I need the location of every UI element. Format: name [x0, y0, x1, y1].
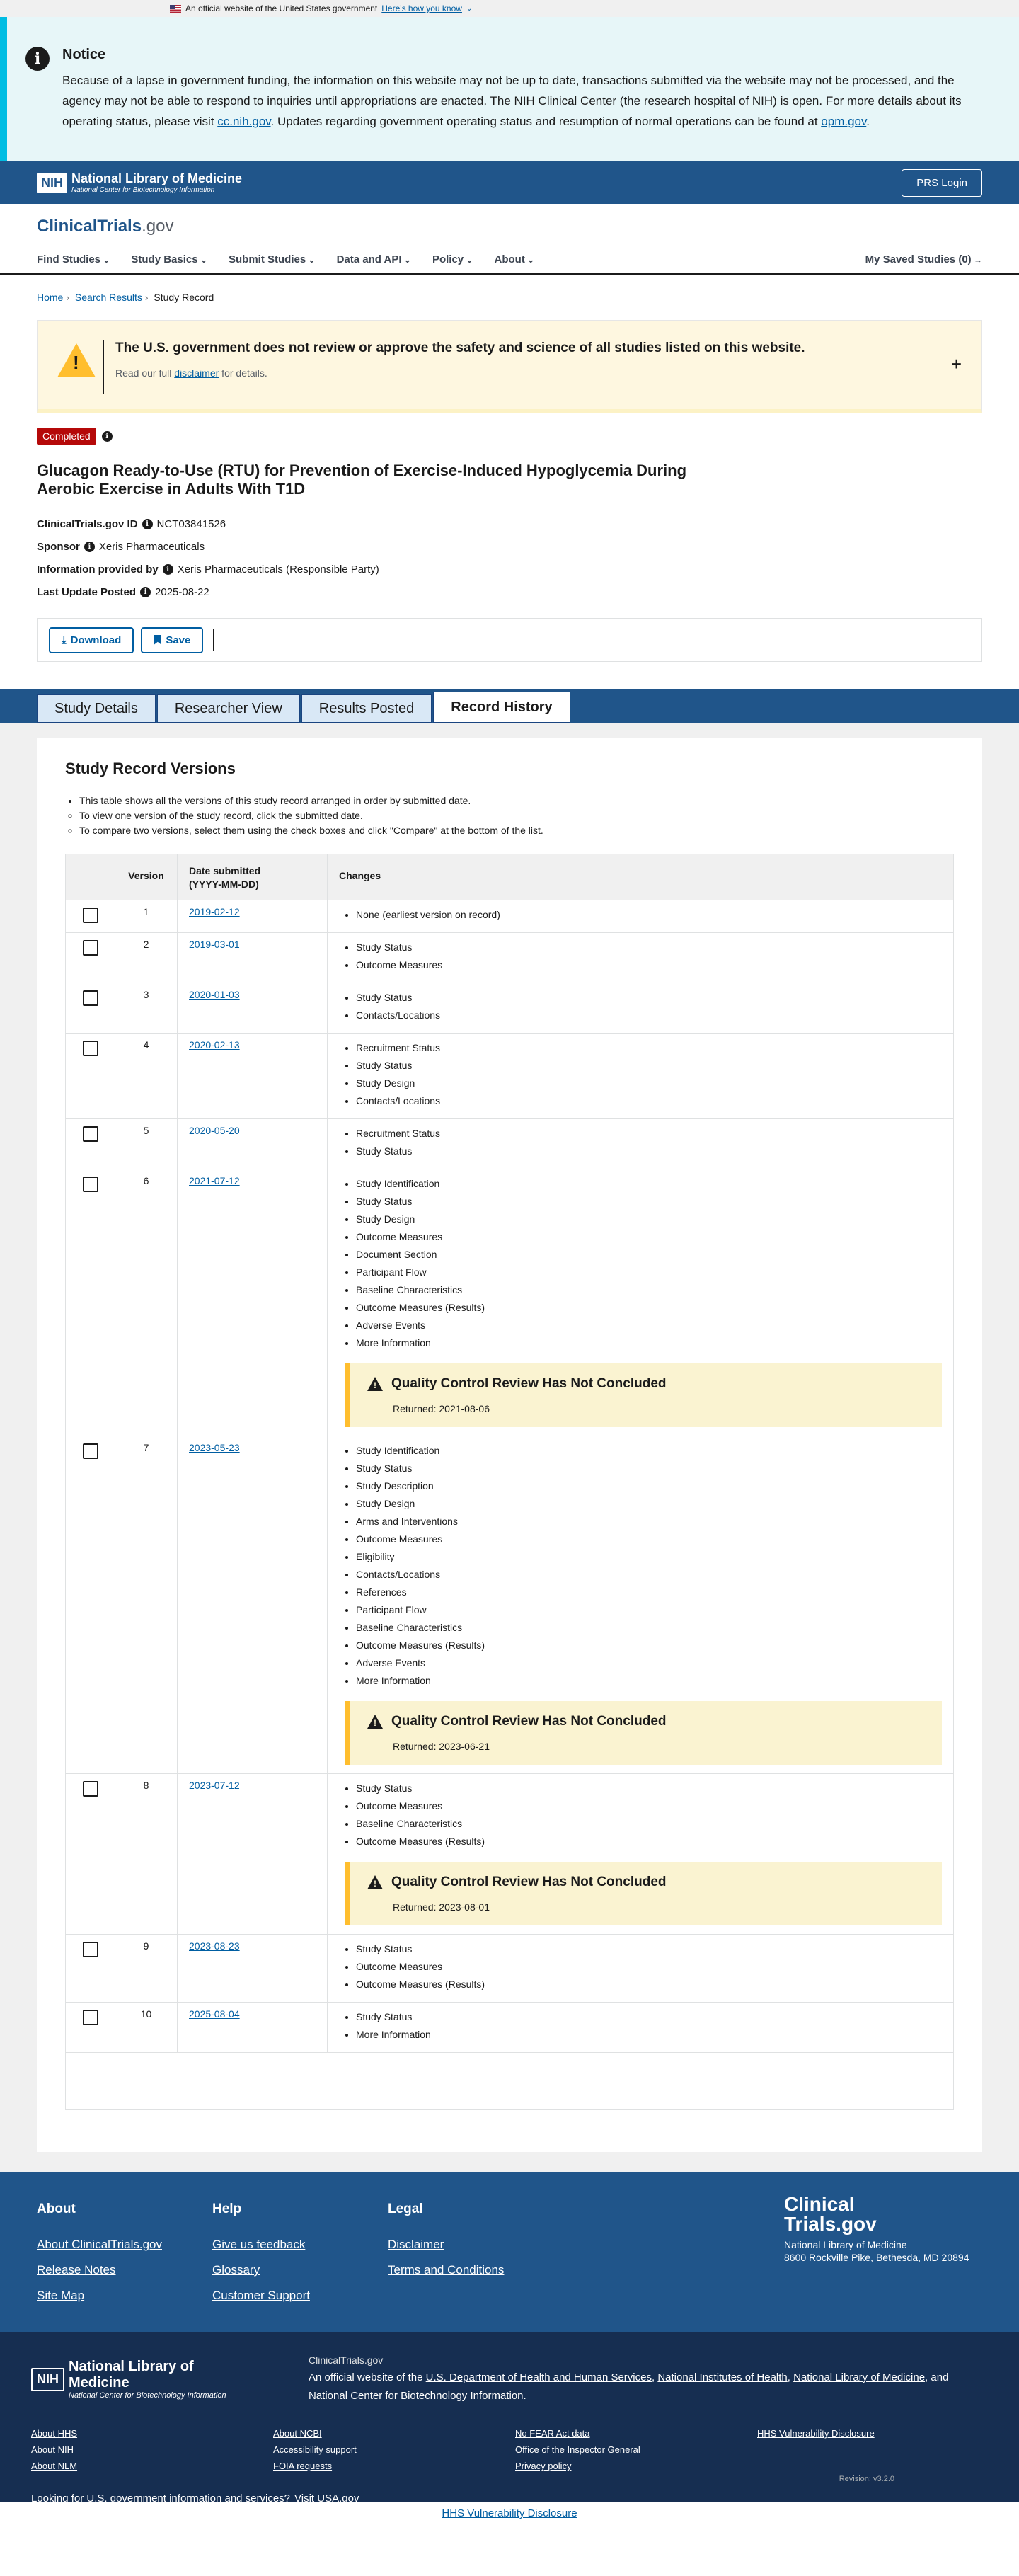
study-id-row: ClinicalTrials.gov ID i NCT03841526: [37, 518, 226, 530]
cc-nih-link[interactable]: cc.nih.gov: [217, 115, 271, 128]
download-icon: ⤓: [62, 634, 67, 646]
compare-checkbox[interactable]: [83, 940, 98, 956]
table-row: [66, 1033, 953, 1118]
versions-intro: • This table shows all the versions of this study record arranged in order by submitted date. ◦ To view one version of the study record, click the submitted date. ◦ To compare two versions, select them using the check boxes and click "Compare" at the bottom of the list.: [65, 794, 954, 838]
compare-checkbox[interactable]: [83, 2010, 98, 2025]
compare-checkbox[interactable]: [83, 1942, 98, 1957]
nih-footer-link[interactable]: About HHS: [31, 2428, 78, 2439]
qc-title: Quality Control Review Has Not Concluded: [391, 1714, 667, 1729]
changes-list: [345, 1039, 942, 1110]
nav-find-studies[interactable]: Find Studies ⌄: [37, 253, 110, 265]
footer-logo[interactable]: Clinical Trials.gov: [784, 2193, 877, 2235]
funding-notice: [0, 17, 1019, 161]
notice-text: Because of a lapse in government funding, the information on this website may not be up to date, transactions submitted via the website may not be processed, and the agency may not be able to respond to inquiries until appropriations are enacted. The NIH Clinical Center (the research hospital of NIH) is open. For more details about its operating status, please visit cc.nih.gov. Updates regarding government operating status and resumption of normal operations can be found at opm.gov.: [62, 74, 962, 128]
list-item: • Study Status: [356, 939, 942, 956]
table-row: [66, 1118, 953, 1169]
compare-checkbox[interactable]: [83, 990, 98, 1006]
version-date-link[interactable]: 2023-07-12: [189, 1780, 240, 1791]
gov-banner: [0, 0, 1019, 17]
list-item: • Study Identification: [356, 1175, 942, 1193]
version-number: 1: [115, 900, 178, 932]
footer-link-feedback[interactable]: Give us feedback: [212, 2238, 306, 2251]
download-button[interactable]: ⤓ Download: [49, 627, 134, 653]
nav-policy[interactable]: Policy ⌄: [432, 253, 473, 265]
list-item: • Study Design: [356, 1075, 942, 1092]
nih-logo-icon: NIH: [31, 2368, 64, 2391]
qc-returned: Returned: 2023-06-21: [393, 1741, 490, 1752]
list-item: • Adverse Events: [356, 1317, 942, 1334]
version-number: 3: [115, 983, 178, 1033]
gov-banner-text: An official website of the United States government: [185, 4, 378, 13]
save-button[interactable]: Save: [141, 627, 203, 653]
footer-link-about-ct[interactable]: About ClinicalTrials.gov: [37, 2238, 162, 2251]
changes-list: [345, 1780, 942, 1850]
list-item: • Baseline Characteristics: [356, 1619, 942, 1637]
disclaimer-alert: [37, 320, 982, 413]
official-website-text: An official website of the U.S. Department of Health and Human Services, National Institutes of Health, National Library of Medicine, and National Center for Biotechnology Information.: [309, 2371, 949, 2402]
tab-record-history[interactable]: Record History: [433, 692, 570, 723]
tab-results-posted[interactable]: Results Posted: [301, 694, 432, 723]
version-date-link[interactable]: 2025-08-04: [189, 2008, 240, 2020]
col-changes: Changes: [339, 870, 381, 881]
info-icon[interactable]: i: [140, 587, 151, 597]
expand-icon[interactable]: +: [950, 353, 962, 374]
nlm-header: [0, 161, 1019, 204]
qc-title: Quality Control Review Has Not Concluded: [391, 1376, 667, 1391]
footer-legal: Legal Disclaimer Terms and Conditions: [388, 2202, 563, 2332]
list-item: • Study Status: [356, 1460, 942, 1477]
compare-checkbox[interactable]: [83, 1781, 98, 1797]
qc-title: Quality Control Review Has Not Concluded: [391, 1874, 667, 1889]
changes-list: [345, 1125, 942, 1160]
footer-about: About About ClinicalTrials.gov Release Notes Site Map: [37, 2202, 212, 2332]
version-date-link[interactable]: 2023-08-23: [189, 1940, 240, 1952]
prs-login-button[interactable]: PRS Login: [902, 169, 982, 197]
usa-gov-link[interactable]: Visit USA.gov: [294, 2492, 359, 2505]
version-date-link[interactable]: 2019-02-12: [189, 906, 240, 917]
versions-heading: Study Record Versions: [65, 760, 236, 777]
warning-icon: !: [57, 343, 96, 377]
version-date-link[interactable]: 2020-02-13: [189, 1039, 240, 1051]
nih-footer-link: [757, 2444, 999, 2455]
nih-footer-link[interactable]: Office of the Inspector General: [515, 2444, 640, 2455]
warning-icon: !: [367, 1715, 383, 1729]
list-item: • Recruitment Status: [356, 1125, 942, 1143]
ncbi-link[interactable]: National Center for Biotechnology Information: [309, 2390, 524, 2402]
table-row: [66, 1169, 953, 1436]
list-item: • Arms and Interventions: [356, 1513, 942, 1530]
nih-footer-link[interactable]: HHS Vulnerability Disclosure: [757, 2428, 875, 2439]
list-item: • More Information: [356, 1334, 942, 1352]
list-item: • Participant Flow: [356, 1264, 942, 1281]
us-flag-icon: [170, 5, 181, 13]
opm-link[interactable]: opm.gov: [821, 115, 867, 128]
qc-returned: Returned: 2021-08-06: [393, 1403, 490, 1414]
version-number: 4: [115, 1034, 178, 1118]
footer-link-support[interactable]: Customer Support: [212, 2289, 310, 2302]
list-item: • Outcome Measures: [356, 1958, 942, 1976]
changes-list: [345, 1175, 942, 1352]
site-footer: [0, 2172, 1019, 2332]
status-badge: Completed: [37, 428, 96, 445]
tab-study-details[interactable]: Study Details: [37, 694, 156, 723]
footer-link-release-notes[interactable]: Release Notes: [37, 2263, 116, 2277]
list-item: • Study Design: [356, 1210, 942, 1228]
chevron-down-icon: ⌄: [466, 4, 473, 13]
table-row: [66, 983, 953, 1033]
list-item: • Study Design: [356, 1495, 942, 1513]
nih-footer-link[interactable]: About NCBI: [273, 2428, 322, 2439]
nih-footer-link[interactable]: About NLM: [31, 2461, 78, 2471]
version-number: 10: [115, 2003, 178, 2052]
breadcrumb-home[interactable]: Home: [37, 292, 64, 303]
versions-table: [65, 854, 954, 2110]
version-number: 5: [115, 1119, 178, 1169]
compare-checkbox[interactable]: [83, 908, 98, 923]
info-icon[interactable]: i: [102, 431, 113, 442]
nlm-link[interactable]: National Library of Medicine: [793, 2371, 926, 2383]
list-item: • Baseline Characteristics: [356, 1281, 942, 1299]
nih-footer-link: [757, 2461, 999, 2471]
list-item: • Contacts/Locations: [356, 1566, 942, 1584]
list-item: • More Information: [356, 2026, 942, 2044]
study-title: Glucagon Ready-to-Use (RTU) for Prevention of Exercise-Induced Hypoglycemia During Aerobic Exercise in Adults With T1D: [37, 462, 687, 498]
list-item: • Participant Flow: [356, 1601, 942, 1619]
changes-list: [345, 906, 942, 924]
qc-alert: [345, 1701, 942, 1765]
info-icon: i: [25, 47, 50, 71]
breadcrumb-search-results[interactable]: Search Results: [74, 292, 142, 303]
table-row: [66, 1436, 953, 1773]
list-item: • Outcome Measures: [356, 1530, 942, 1548]
nih-footer-link[interactable]: Accessibility support: [273, 2444, 357, 2455]
table-row: [66, 932, 953, 983]
table-footer: [66, 2052, 953, 2109]
compare-checkbox[interactable]: [83, 1126, 98, 1142]
warning-icon: !: [367, 1875, 383, 1889]
footer-link-disclaimer[interactable]: Disclaimer: [388, 2238, 444, 2251]
nav-submit-studies[interactable]: Submit Studies ⌄: [229, 253, 316, 265]
list-item: • Baseline Characteristics: [356, 1815, 942, 1833]
hhs-vulnerability-link[interactable]: HHS Vulnerability Disclosure: [442, 2507, 577, 2519]
nih-footer: NIH National Library of Medicine National Center for Biotechnology Information ClinicalTrials.gov An official website of the U.S. Department of Health and Human Services, National Institutes of Health, National Library of Medicine, and National Center for Biotechnology Information. About HHS About NCBI No FEAR Act data HHS Vulnerability Disclosure About NIH Accessibility support Office of the Inspector General About NLM FOIA requests Privacy policy Looking for U.S. government information and services? Visit USA.gov Revision: v3.2.0: [0, 2332, 1019, 2502]
warning-icon: !: [367, 1377, 383, 1391]
clinicaltrials-logo[interactable]: ClinicalTrials.gov: [37, 217, 174, 236]
list-item: • Study Status: [356, 2008, 942, 2026]
nlm-footer-logo[interactable]: NIH National Library of Medicine National Center for Biotechnology Information: [31, 2359, 252, 2400]
version-date-link[interactable]: 2020-01-03: [189, 989, 240, 1000]
heres-how-you-know-link[interactable]: Here's how you know: [381, 4, 462, 13]
qc-returned: Returned: 2023-08-01: [393, 1901, 490, 1913]
study-toolbar: [37, 618, 982, 662]
toolbar-divider: [213, 629, 214, 651]
table-row: [66, 1773, 953, 1934]
version-date-link[interactable]: 2019-03-01: [189, 939, 240, 950]
list-item: • More Information: [356, 1672, 942, 1690]
version-number: 6: [115, 1169, 178, 1436]
nih-footer-link[interactable]: Privacy policy: [515, 2461, 572, 2471]
notice-title: Notice: [62, 47, 106, 62]
hhs-link[interactable]: U.S. Department of Health and Human Services: [425, 2371, 652, 2383]
list-item: • Contacts/Locations: [356, 1092, 942, 1110]
version-number: 2: [115, 933, 178, 983]
nlm-subtitle: National Center for Biotechnology Information: [71, 186, 215, 194]
compare-checkbox[interactable]: [83, 1041, 98, 1056]
sponsor-value: Xeris Pharmaceuticals: [98, 541, 205, 553]
list-item: • Outcome Measures: [356, 956, 942, 974]
nih-footer-link[interactable]: FOIA requests: [273, 2461, 333, 2471]
footer-help: Help Give us feedback Glossary Customer Support: [212, 2202, 388, 2332]
study-id: NCT03841526: [156, 518, 226, 530]
nav-data-api[interactable]: Data and API ⌄: [337, 253, 411, 265]
breadcrumb: Home › Search Results › Study Record: [37, 292, 214, 303]
last-update-value: 2025-08-22: [155, 586, 209, 598]
table-row: [66, 900, 953, 932]
revision-text: Revision: v3.2.0: [839, 2475, 894, 2483]
list-item: • Eligibility: [356, 1548, 942, 1566]
bookmark-icon: [154, 635, 161, 645]
provided-by-value: Xeris Pharmaceuticals (Responsible Party): [177, 563, 379, 576]
version-number: 9: [115, 1935, 178, 2002]
usa-gov-row: Looking for U.S. government information and services? Visit USA.gov: [31, 2492, 359, 2505]
disclaimer-text: Read our full disclaimer for details.: [115, 367, 267, 379]
version-date-link[interactable]: 2021-07-12: [189, 1175, 240, 1186]
breadcrumb-current: Study Record: [154, 292, 214, 303]
footer-brand: Clinical Trials.gov National Library of Medicine 8600 Rockville Pike, Bethesda, MD 20894: [784, 2194, 982, 2264]
changes-list: [345, 1442, 942, 1690]
changes-list: [345, 1940, 942, 1993]
qc-alert: [345, 1363, 942, 1427]
footer-link-glossary[interactable]: Glossary: [212, 2263, 260, 2277]
info-icon[interactable]: i: [84, 542, 95, 552]
list-item: • Outcome Measures: [356, 1797, 942, 1815]
footer-link-site-map[interactable]: Site Map: [37, 2289, 85, 2302]
list-item: • Study Status: [356, 1780, 942, 1797]
list-item: • Contacts/Locations: [356, 1007, 942, 1024]
nav-study-basics[interactable]: Study Basics ⌄: [131, 253, 207, 265]
list-item: • Study Status: [356, 989, 942, 1007]
list-item: • None (earliest version on record): [356, 906, 942, 924]
main-nav: [37, 253, 982, 265]
table-row: [66, 1934, 953, 2002]
record-history-section: [0, 723, 1019, 2172]
list-item: • References: [356, 1584, 942, 1601]
list-item: • Adverse Events: [356, 1654, 942, 1672]
last-update-row: Last Update Posted i 2025-08-22: [37, 586, 209, 598]
qc-alert: [345, 1862, 942, 1925]
col-date-submitted: Date submitted (YYYY-MM-DD): [178, 854, 328, 900]
list-item: • Outcome Measures (Results): [356, 1976, 942, 1993]
nlm-logo[interactable]: [37, 171, 242, 194]
changes-list: [345, 989, 942, 1024]
version-number: 8: [115, 1774, 178, 1934]
disclaimer-link[interactable]: disclaimer: [174, 367, 219, 379]
col-version: Version: [115, 854, 178, 900]
list-item: • Study Status: [356, 1143, 942, 1160]
list-item: • Study Description: [356, 1477, 942, 1495]
disclaimer-title: The U.S. government does not review or approve the safety and science of all studies listed on this website.: [115, 340, 805, 355]
nih-footer-link[interactable]: About NIH: [31, 2444, 74, 2455]
list-item: • Outcome Measures (Results): [356, 1833, 942, 1850]
list-item: • Study Status: [356, 1193, 942, 1210]
version-date-link[interactable]: 2020-05-20: [189, 1125, 240, 1136]
footer-link-terms[interactable]: Terms and Conditions: [388, 2263, 505, 2277]
info-icon[interactable]: i: [142, 519, 153, 529]
sponsor-row: Sponsor i Xeris Pharmaceuticals: [37, 541, 205, 553]
tab-researcher-view[interactable]: Researcher View: [157, 694, 300, 723]
nav-about[interactable]: About ⌄: [495, 253, 535, 265]
table-header: [66, 854, 953, 900]
list-item: • Study Status: [356, 1057, 942, 1075]
nih-footer-links: [31, 2428, 988, 2471]
changes-list: [345, 939, 942, 974]
list-item: • Study Status: [356, 1940, 942, 1958]
list-item: • Outcome Measures (Results): [356, 1637, 942, 1654]
nlm-title: National Library of Medicine: [71, 171, 243, 185]
nih-logo-icon: NIH: [37, 173, 67, 193]
provided-by-row: Information provided by i Xeris Pharmaceuticals (Responsible Party): [37, 563, 379, 576]
list-item: • Document Section: [356, 1246, 942, 1264]
changes-list: [345, 2008, 942, 2044]
compare-checkbox[interactable]: [83, 1177, 98, 1192]
site-header: [0, 204, 1019, 275]
list-item: • Outcome Measures: [356, 1228, 942, 1246]
nih-footer-link[interactable]: No FEAR Act data: [515, 2428, 590, 2439]
compare-checkbox[interactable]: [83, 1443, 98, 1459]
list-item: • Outcome Measures (Results): [356, 1299, 942, 1317]
version-date-link[interactable]: 2023-05-23: [189, 1442, 240, 1453]
table-row: [66, 2002, 953, 2052]
list-item: • Study Identification: [356, 1442, 942, 1460]
list-item: • Recruitment Status: [356, 1039, 942, 1057]
nih-link[interactable]: National Institutes of Health: [657, 2371, 788, 2383]
study-tabs: [0, 689, 1019, 723]
version-number: 7: [115, 1436, 178, 1773]
my-saved-studies-link[interactable]: My Saved Studies (0) →: [865, 253, 982, 265]
info-icon[interactable]: i: [163, 564, 173, 575]
